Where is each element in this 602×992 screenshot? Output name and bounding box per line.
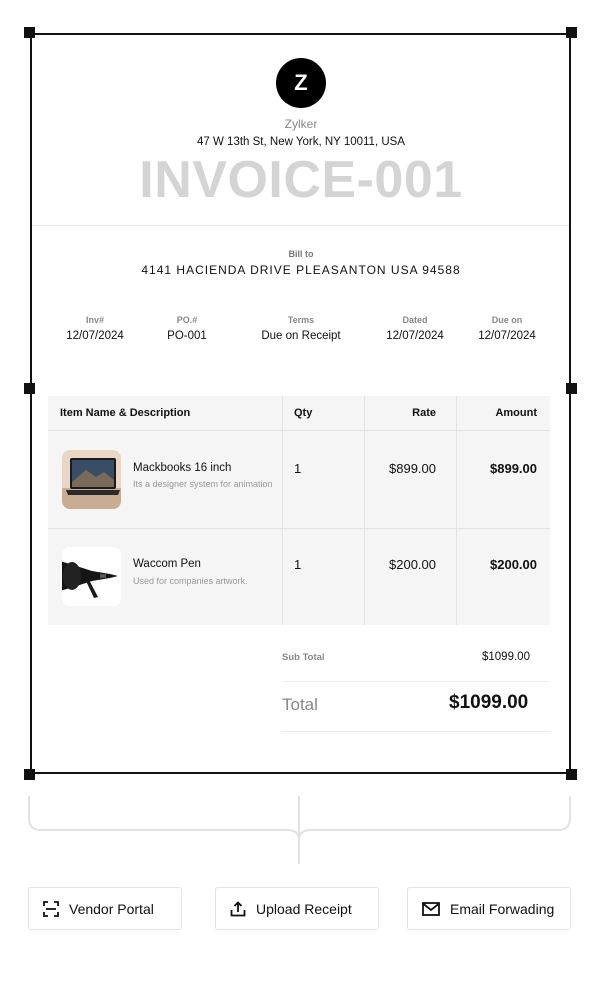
- meta-po-number: [127, 315, 247, 342]
- bill-to-address: 4141 HACIENDA DRIVE PLEASANTON USA 94588: [141, 263, 461, 277]
- bracket-connector: [0, 790, 602, 870]
- meta-label: Due on: [491, 315, 523, 325]
- laptop-icon: [62, 450, 121, 509]
- company-name: Zylker: [284, 117, 318, 131]
- row-divider: [48, 528, 550, 529]
- totals-divider: [282, 731, 550, 732]
- upload-icon: [230, 901, 246, 917]
- meta-value: 12/07/2024: [386, 330, 444, 342]
- item-description: Used for companies artwork.: [133, 576, 248, 586]
- scan-icon: [43, 901, 59, 917]
- items-table: [48, 396, 550, 625]
- resize-handle-middle-left[interactable]: [24, 383, 35, 394]
- email-forwarding-label: Email Forwading: [450, 900, 555, 917]
- meta-value: Due on Receipt: [261, 330, 341, 342]
- vendor-portal-label: Vendor Portal: [69, 900, 154, 917]
- resize-handle-top-right[interactable]: [566, 27, 577, 38]
- upload-receipt-label: Upload Receipt: [256, 900, 352, 917]
- email-forwarding-button[interactable]: [407, 887, 571, 930]
- row-divider: [48, 430, 550, 431]
- meta-label: Dated: [402, 315, 428, 325]
- company-logo: [276, 58, 326, 108]
- invoice-title: INVOICE-001: [139, 151, 463, 209]
- item-rate: $899.00: [389, 461, 436, 476]
- company-address: 47 W 13th St, New York, NY 10011, USA: [197, 136, 405, 148]
- item-name: Waccom Pen: [133, 558, 201, 570]
- total-label: Total: [282, 695, 318, 714]
- resize-handle-top-left[interactable]: [24, 27, 35, 38]
- meta-value: 12/07/2024: [66, 330, 124, 342]
- header-qty: Qty: [294, 407, 313, 419]
- header-amount: Amount: [495, 407, 537, 419]
- meta-value: 12/07/2024: [478, 330, 536, 342]
- item-qty: 1: [294, 461, 302, 476]
- meta-terms: [241, 315, 361, 342]
- header-divider: [32, 225, 569, 226]
- header-rate: Rate: [412, 407, 436, 419]
- item-rate: $200.00: [389, 557, 436, 572]
- item-name: Mackbooks 16 inch: [133, 462, 232, 474]
- meta-label: PO.#: [176, 315, 198, 325]
- meta-label: Inv#: [85, 315, 104, 325]
- resize-handle-bottom-right[interactable]: [566, 769, 577, 780]
- meta-value: PO-001: [167, 330, 207, 342]
- resize-handle-bottom-left[interactable]: [24, 769, 35, 780]
- meta-due-on: [447, 315, 567, 342]
- vendor-portal-button[interactable]: [28, 887, 182, 930]
- item-qty: 1: [294, 557, 302, 572]
- resize-handle-middle-right[interactable]: [566, 383, 577, 394]
- upload-receipt-button[interactable]: [215, 887, 379, 930]
- item-amount: $200.00: [490, 557, 537, 572]
- total-value: $1099.00: [449, 692, 529, 713]
- subtotal-value: $1099.00: [482, 651, 530, 663]
- mail-icon: [422, 901, 440, 917]
- item-description: Its a designer system for animation: [133, 479, 273, 489]
- totals-divider: [282, 681, 550, 682]
- pen-icon: [62, 547, 121, 606]
- item-amount: $899.00: [490, 461, 537, 476]
- logo-letter: Z: [294, 70, 308, 95]
- meta-label: Terms: [287, 315, 315, 325]
- header-item-name: Item Name & Description: [60, 407, 191, 419]
- bill-to-label: Bill to: [288, 249, 314, 259]
- subtotal-label: Sub Total: [282, 652, 325, 663]
